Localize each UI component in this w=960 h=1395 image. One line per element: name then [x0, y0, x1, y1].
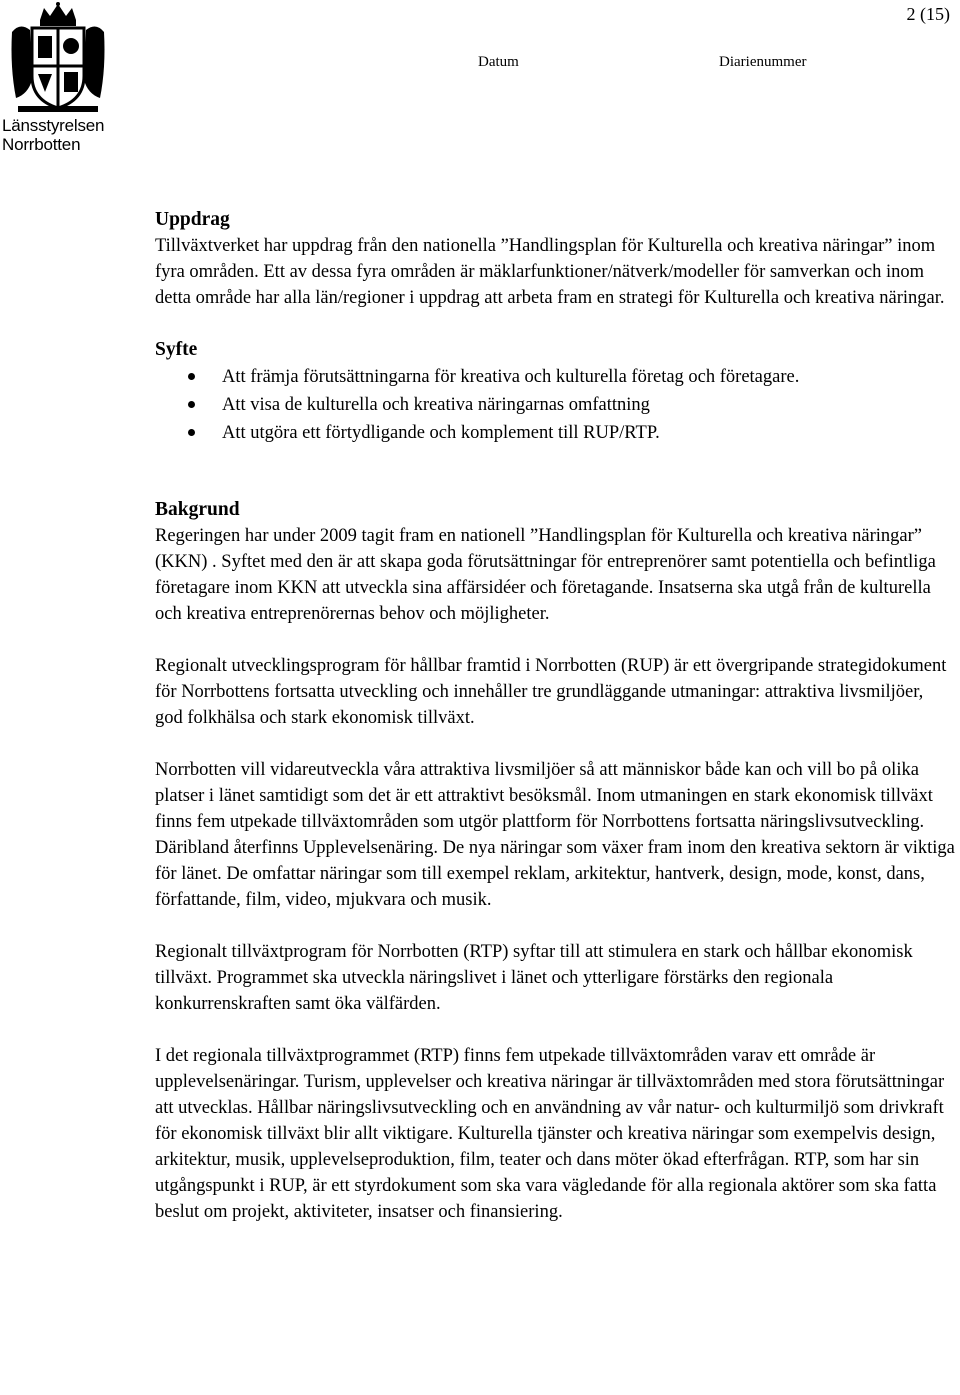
bullet-icon: [188, 429, 195, 436]
section-uppdrag: [155, 207, 955, 311]
organization-name-line1: Länsstyrelsen: [2, 116, 105, 135]
section-paragraph: Tillväxtverket har uppdrag från den nationella ”Handlingsplan för Kulturella och kreativa näringar” inom fyra områden. Ett av dessa fyra områden är mäklarfunktioner/nätverk/modeller för samverkan och inom detta område har alla län/regioner i uppdrag att arbeta fram en strategi för Kulturella och kreativa näringar.: [155, 236, 945, 308]
bullet-icon: [188, 373, 195, 380]
coat-of-arms-icon: [4, 2, 112, 114]
section-paragraph: Regeringen har under 2009 tagit fram en nationell ”Handlingsplan för Kulturella och kreativa näringar” (KKN) . Syftet med den är att skapa goda förutsättningar för entreprenörer samt potentiella och befintliga företagare inom KKN att utveckla sina affärsidéer och företagande. Insatserna ska utgå från de kulturella och kreativa entreprenörernas behov och möjligheter.: [155, 526, 936, 624]
section-paragraph: Regionalt tillväxtprogram för Norrbotten (RTP) syftar till att stimulera en stark och hållbar ekonomisk tillväxt. Programmet ska utveckla näringslivet i länet och ytterligare förstärks den regionala konkurrenskraften samt öka välfärden.: [155, 942, 913, 1014]
section-syfte: [155, 337, 955, 447]
section-heading: Syfte: [155, 339, 198, 360]
bullet-icon: [188, 401, 195, 408]
section-paragraph: Norrbotten vill vidareutveckla våra attraktiva livsmiljöer så att människor både kan och vill bo på olika platser i länet samtidigt som det är ett attraktivt besöksmål. Inom utmaningen en stark ekonomisk tillväxt finns fem utpekade tillväxtområden som utgör plattform för Norrbottens fortsatta näringslivsutveckling. Däribland återfinns Upplevelsenäring. De nya näringar som växer fram inom den kreativa sektorn är viktiga för länet. De omfattar näringar som till exempel reklam, arkitektur, hantverk, design, mode, konst, dans, författande, film, video, mjukvara och musik.: [155, 760, 955, 910]
list-item-text: Att främja förutsättningarna för kreativa och kulturella företag och företagare.: [222, 367, 800, 387]
list-item: [155, 419, 955, 447]
page-number: 2 (15): [906, 4, 950, 24]
list-item: [155, 391, 955, 419]
document-body: [155, 207, 955, 1225]
organization-name: [2, 116, 104, 154]
list-item-text: Att visa de kulturella och kreativa näringarnas omfattning: [222, 395, 650, 415]
bullet-list: [155, 363, 955, 447]
organization-name-line2: Norrbotten: [2, 135, 81, 154]
section-paragraph: Regionalt utvecklingsprogram för hållbar framtid i Norrbotten (RUP) är ett övergripande strategidokument för Norrbottens fortsatta utveckling och innehåller tre grundläggande utmaningar: attraktiva livsmiljöer, god folkhälsa och stark ekonomisk tillväxt.: [155, 656, 947, 728]
section-heading: Uppdrag: [155, 209, 230, 230]
list-item: [155, 363, 955, 391]
datum-label: Datum: [478, 54, 519, 70]
section-heading: Bakgrund: [155, 499, 240, 520]
diarienummer-label: Diarienummer: [719, 54, 807, 70]
list-item-text: Att utgöra ett förtydligande och komplement till RUP/RTP.: [222, 423, 660, 443]
section-bakgrund: [155, 497, 955, 1225]
section-paragraph: I det regionala tillväxtprogrammet (RTP) finns fem utpekade tillväxtområden varav ett område är upplevelsenäringar. Turism, upplevelser och kreativa näringar är tillväxtområden med stora förutsättningar att utvecklas. Hållbar näringslivsutveckling och en användning av vår natur- och kulturmiljö som drivkraft för ekonomisk tillväxt blir allt viktigare. Kulturella tjänster och kreativa näringar som exempelvis design, arkitektur, musik, upplevelseproduktion, film, teater och dans möter ökad efterfrågan. RTP, som har sin utgångspunkt i RUP, är ett styrdokument som ska vara vägledande för alla regionala aktörer som ska fatta beslut om projekt, aktiviteter, insatser och finansiering.: [155, 1046, 945, 1222]
